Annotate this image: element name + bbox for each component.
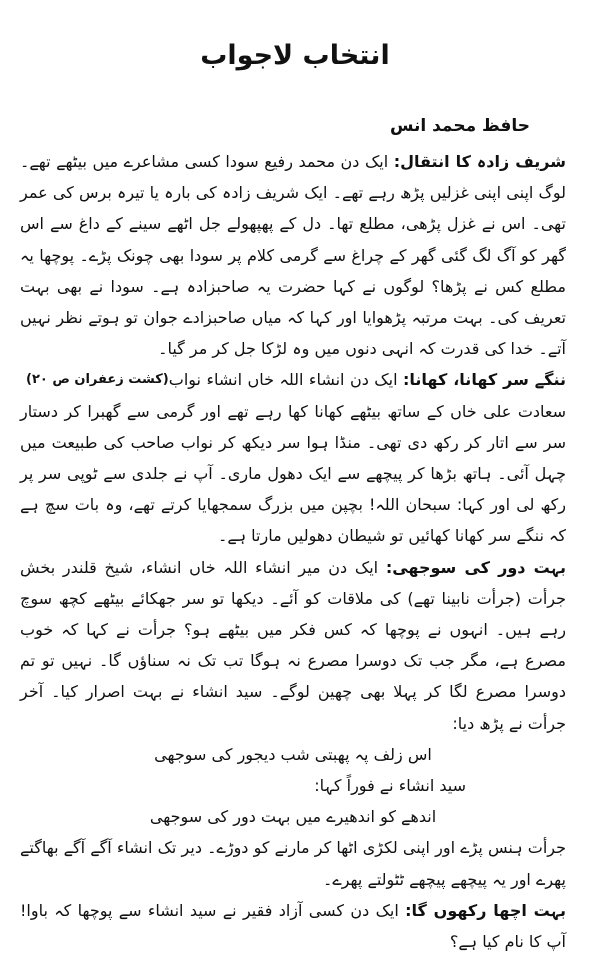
- section-text: ایک دن کسی آزاد فقیر نے سید انشاء سے پوچھا کہ باوا! آپ کا نام کیا ہے؟: [20, 900, 566, 952]
- article-body: [20, 146, 566, 957]
- author-name: حافظ محمد انس: [389, 116, 530, 136]
- section-heading: شریف زادہ کا انتقال:: [393, 152, 566, 171]
- verse-line: اس زلف پہ پھبتی شب دیجور کی سوجھی: [154, 744, 432, 764]
- section-door-ki-soojhi: [20, 552, 566, 739]
- section-text: ایک دن محمد رفیع سودا کسی مشاعرے میں بیٹھے تھے۔ لوگ اپنی اپنی غزلیں پڑھ رہے تھے۔ ایک شریف زادہ کی بارہ یا تیرہ برس کی عمر تھی۔ اس نے غزل پڑھی، مطلع تھا۔: [20, 152, 567, 234]
- section-text: گرمی کلام پر سودا بھی چونک پڑے۔ پوچھا یہ مطلع کس نے پڑھا؟ لوگوں نے کہا حضرت یہ صاحبزادہ ہے۔ سودا نے بھی بہت تعریف کی۔ بہت مرتبہ پڑھوایا اور کہا کہ میاں صاحبزادے جوان تو ہوتے نظر نہیں آتے۔ خدا کی قدرت کہ انہی دنوں میں وہ لڑکا جل کر مر گیا۔: [20, 245, 566, 359]
- section-heading: ننگے سر کھانا، کھانا:: [402, 370, 566, 390]
- section-text: ایک دن انشاء اللہ خاں انشاء نواب سعادت علی خاں کے ساتھ بیٹھے کھانا کھا رہے تھے اور گرمی سے گھبرا کر دستار سر سے اتار کر رکھ دی تھی۔ منڈا ہوا سر دیکھ کر نواب صاحب کی طبیعت میں چہل آئی۔ ہاتھ بڑھا کر پیچھے سے ایک دھول ماری۔ آپ نے جلدی سے ٹوپی سر پر رکھ لی اور کہا: سبحان اللہ! بچپن میں بزرگ سمجھایا کرتے تھے، وہ بات سچ ہے کہ ننگے سر کھانا کھائیں تو شیطان دھولیں مارتا ہے۔: [20, 370, 566, 546]
- verse-line: دل کے پھپھولے جل اٹھے سینے کے داغ سے اس گھر کو آگ لگ گئی گھر کے چراغ سے: [20, 214, 567, 265]
- source-citation: (کشت زعفران ص ۲۰): [26, 372, 169, 388]
- section-text: سید انشاء نے فوراً کہا:: [314, 776, 466, 796]
- section-text: جرأت ہنس پڑے اور اپنی لکڑی اٹھا کر مارنے کو دوڑے۔ دیر تک انشاء آگے آگے بھاگتے پھرے اور یہ پیچھے پیچھے ٹٹولتے پھرے۔: [20, 838, 566, 889]
- section-heading: بہت دور کی سوجھی:: [385, 557, 566, 577]
- section-achha-rakhunga: [20, 895, 566, 957]
- section-text: ایک دن میر انشاء اللہ خاں انشاء، شیخ قلندر بخش جرأت (جرأت نابینا تھے) کی ملاقات کو آئے۔ دیکھا تو سر جھکائے بیٹھے کچھ سوچ رہے ہیں۔ انہوں نے پوچھا کہ کس فکر میں بیٹھے ہو؟ جرأت نے کہا کہ خوب مصرع ہے، مگر جب تک دوسرا مصرع نہ ہوگا تب تک نہ سناؤں گا۔ نہیں تو تم دوسرا مصرع لگا کر پہلا بھی چھین لوگے۔ سید انشاء نے بہت اصرار کیا۔ آخر جرأت نے پڑھ دیا:: [20, 557, 566, 733]
- document-title: انتخاب لاجواب: [200, 40, 390, 71]
- section-heading: بہت اچھا رکھوں گا:: [405, 900, 566, 920]
- verse-line: اندھے کو اندھیرے میں بہت دور کی سوجھی: [149, 807, 437, 827]
